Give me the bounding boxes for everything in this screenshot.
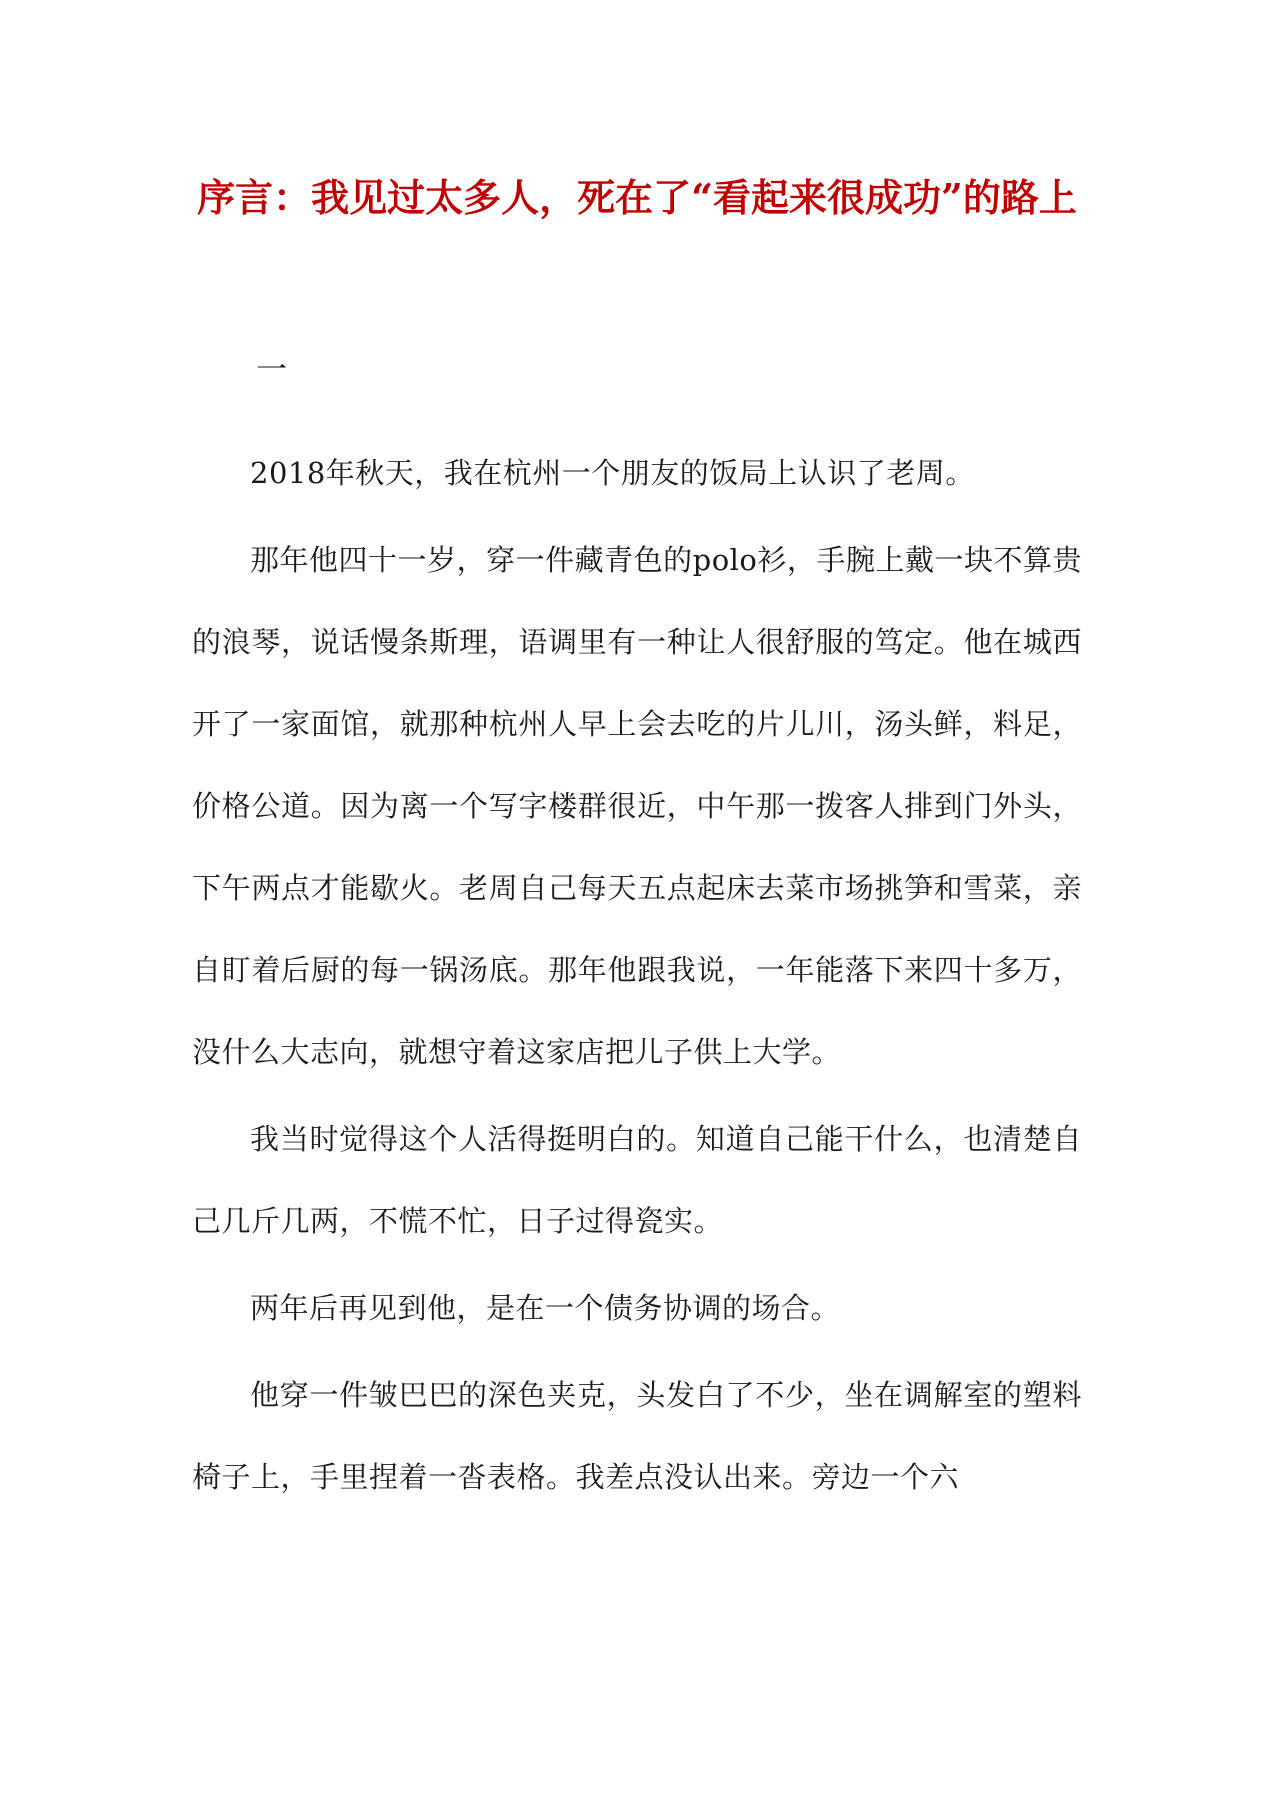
document-title: 序言：我见过太多人，死在了“看起来很成功”的路上 (197, 175, 1077, 220)
paragraph: 2018年秋天，我在杭州一个朋友的饭局上认识了老周。 (250, 456, 975, 490)
paragraph: 那年他四十一岁，穿一件藏青色的polo衫，手腕上戴一块不算贵的浪琴，说话慢条斯理，语调里有一种让人很舒服的笃定。他在城西开了一家面馆，就那种杭州人早上会去吃的片儿川，汤头鲜，料足，价格公道。因为离一个写字楼群很近，中午那一拨客人排到门外头，下午两点才能歇火。老周自己每天五点起床去菜市场挑笋和雪菜，亲自盯着后厨的每一锅汤底。那年他跟我说，一年能落下来四十多万，没什么大志向，就想守着这家店把儿子供上大学。 (192, 543, 1082, 1069)
paragraph: 两年后再见到他，是在一个债务协调的场合。 (250, 1291, 841, 1325)
section-number: 一 (256, 352, 287, 388)
document-body (192, 432, 1082, 1523)
paragraph: 他穿一件皱巴巴的深色夹克，头发白了不少，坐在调解室的塑料椅子上，手里捏着一沓表格。我差点没认出来。旁边一个六 (192, 1378, 1082, 1494)
paragraph: 我当时觉得这个人活得挺明白的。知道自己能干什么，也清楚自己几斤几两，不慌不忙，日子过得瓷实。 (192, 1122, 1082, 1238)
